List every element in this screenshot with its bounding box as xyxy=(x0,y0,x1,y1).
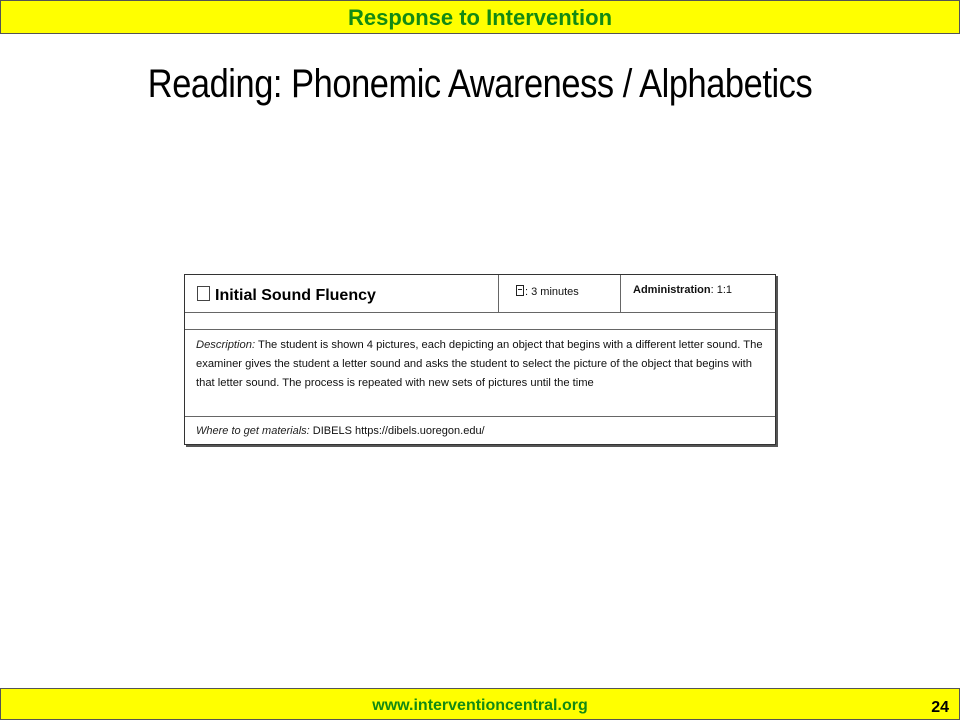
measure-name xyxy=(197,286,376,305)
materials-value[interactable]: DIBELS https://dibels.uoregon.edu/ xyxy=(312,425,485,437)
top-banner xyxy=(0,0,960,34)
bottom-banner xyxy=(0,688,960,720)
page-number: 24 xyxy=(931,699,949,716)
footer-url-link[interactable]: www.interventioncentral.org xyxy=(372,697,588,714)
time-value: : 3 minutes xyxy=(525,286,579,298)
description-label: Description: xyxy=(196,339,256,351)
page-title: Reading: Phonemic Awareness / Alphabetics xyxy=(147,62,813,106)
administration-label: Administration xyxy=(633,284,711,296)
time-cell xyxy=(499,275,621,313)
banner-title: Response to Intervention xyxy=(347,5,613,30)
administration-text xyxy=(633,284,732,296)
time-text xyxy=(516,285,579,298)
description-text xyxy=(196,336,764,393)
description-row xyxy=(185,330,775,417)
card-header-row xyxy=(185,275,775,313)
timer-icon xyxy=(516,285,524,296)
measure-name-label: Initial Sound Fluency xyxy=(215,287,376,304)
materials-label: Where to get materials: xyxy=(196,425,310,437)
materials-row xyxy=(185,417,775,444)
measure-name-cell xyxy=(185,275,499,313)
checkbox-icon[interactable] xyxy=(197,286,210,301)
administration-value: : 1:1 xyxy=(710,284,733,296)
administration-cell xyxy=(621,275,775,313)
description-body: The student is shown 4 pictures, each depicting an object that begins with a different letter sound. The examiner gives the student a letter sound and asks the student to select the picture of the object that begins with that letter sound. The process is repeated with new sets of pictures until the time xyxy=(196,339,763,389)
empty-row xyxy=(185,313,775,330)
materials-text xyxy=(196,425,485,437)
measure-card xyxy=(184,274,776,445)
